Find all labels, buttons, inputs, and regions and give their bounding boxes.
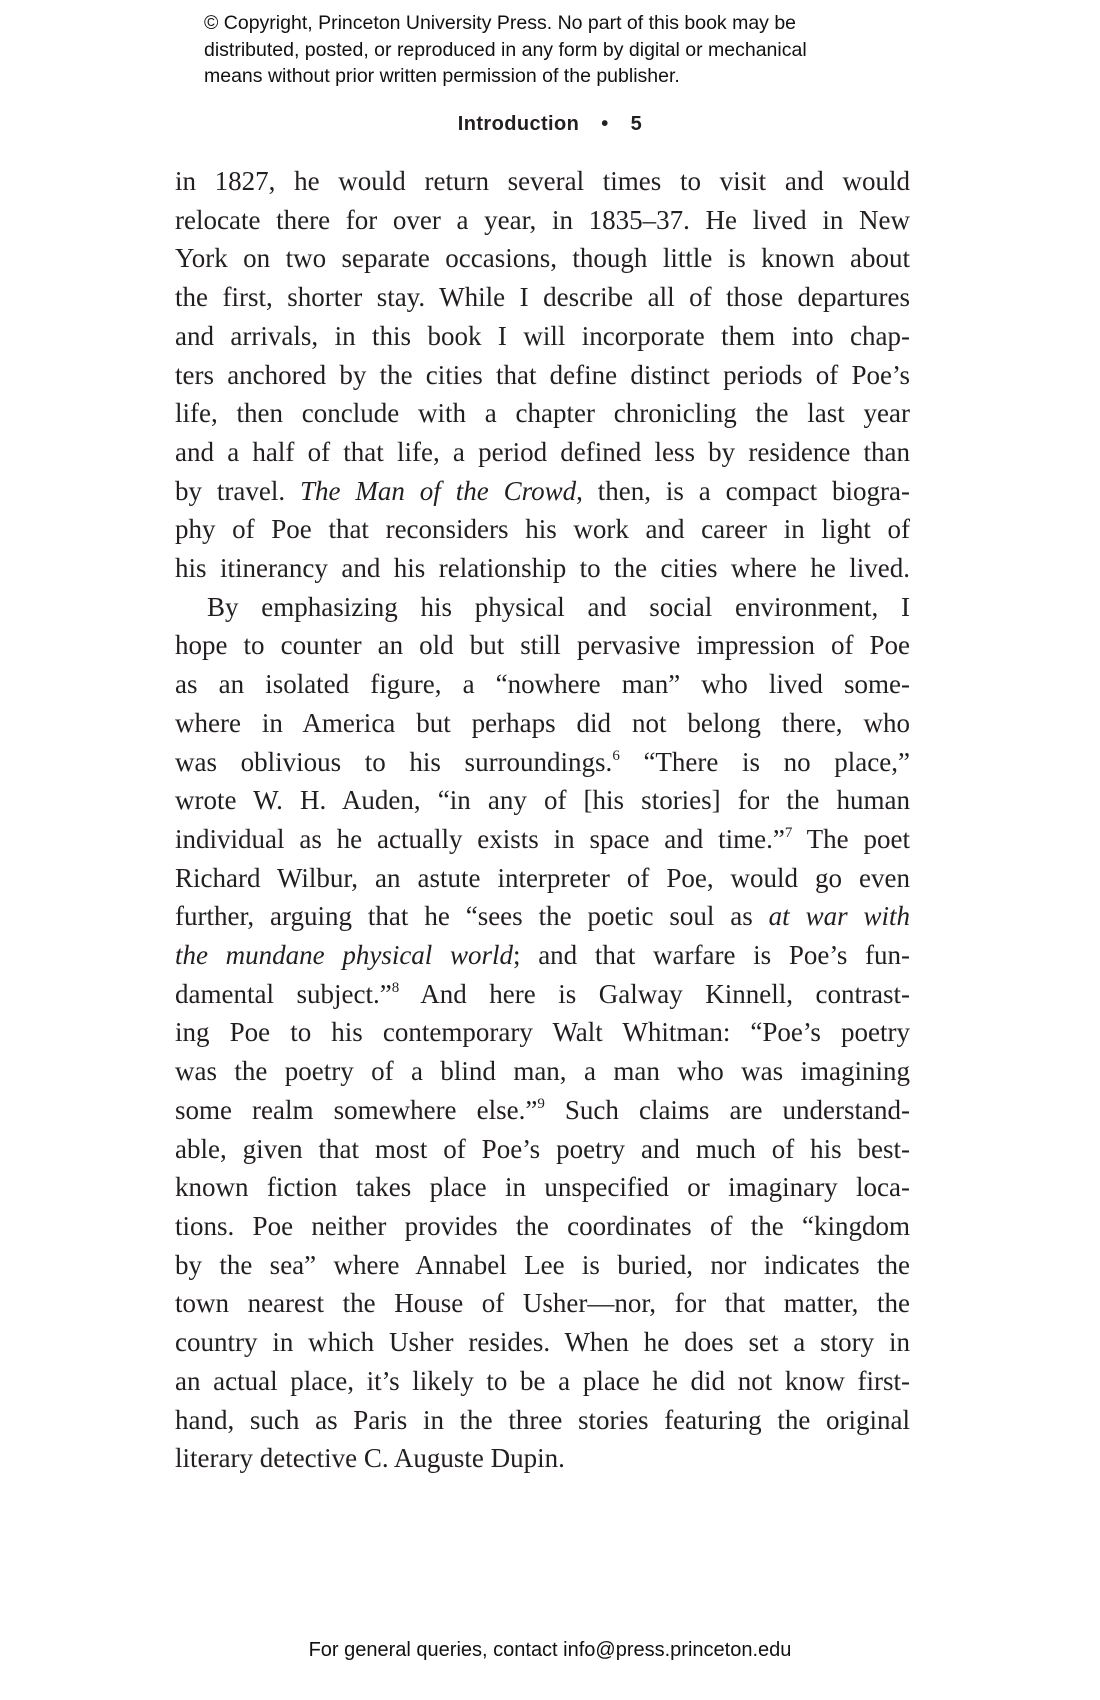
text-line: hope to counter an old but still pervasive impression of Poe	[175, 630, 910, 661]
text-line: an actual place, it’s likely to be a place he did not know first-	[175, 1365, 910, 1396]
text-line	[175, 936, 910, 975]
copyright-line: © Copyright, Princeton University Press. No part of this book may be	[204, 12, 797, 34]
text-line: phy of Poe that reconsiders his work and career in light of	[175, 514, 910, 545]
footnote-marker: 6	[612, 747, 620, 764]
text-line: By emphasizing his physical and social environment, I	[207, 591, 910, 622]
text-line: tions. Poe neither provides the coordinates of the “kingdom	[175, 1210, 910, 1241]
text-line: Richard Wilbur, an astute interpreter of Poe, would go even	[175, 862, 910, 893]
page-number: 5	[630, 113, 643, 135]
text-line: and arrivals, in this book I will incorporate them into chap-	[175, 320, 910, 351]
text-line: and a half of that life, a period defined less by residence than	[175, 436, 910, 467]
paragraph	[175, 162, 910, 588]
text-line: in 1827, he would return several times to visit and would	[175, 166, 910, 196]
text-line: where in America but perhaps did not belong there, who	[175, 707, 910, 738]
text-line	[175, 472, 910, 511]
text-line: as an isolated figure, a “nowhere man” who lived some-	[175, 669, 910, 700]
footnote-marker: 9	[537, 1095, 545, 1112]
text-line: hand, such as Paris in the three stories featuring the original	[175, 1404, 910, 1435]
paragraph	[175, 588, 910, 1478]
separator-bullet: •	[601, 113, 609, 135]
footnote-marker: 7	[784, 824, 793, 841]
text-run: some realm somewhere else.”	[175, 1094, 538, 1125]
text-line: was the poetry of a blind man, a man who was imagining	[175, 1056, 910, 1087]
text-line: town nearest the House of Usher—nor, for that matter, the	[175, 1288, 910, 1319]
text-line	[175, 743, 910, 782]
footnote-marker: 8	[391, 979, 400, 996]
text-line: by the sea” where Annabel Lee is buried, nor indicates the	[175, 1249, 910, 1280]
text-line: his itinerancy and his relationship to the cities where he lived.	[175, 553, 910, 584]
text-run: Such claims are understand-	[544, 1094, 910, 1125]
text-line	[175, 1091, 910, 1130]
text-line: country in which Usher resides. When he does set a story in	[175, 1327, 910, 1358]
text-line: relocate there for over a year, in 1835–37. He lived in New	[175, 204, 910, 235]
chapter-title: Introduction	[457, 113, 580, 135]
text-run: ; and that warfare is Poe’s fun-	[513, 940, 910, 971]
text-run: The poet	[792, 823, 910, 854]
italic-quote: at war with	[768, 901, 910, 932]
text-line: ing Poe to his contemporary Walt Whitman: “Poe’s poetry	[175, 1017, 910, 1048]
text-line: wrote W. H. Auden, “in any of [his stories] for the human	[175, 785, 910, 816]
book-title: The Man of the Crowd	[300, 475, 577, 506]
text-run: individual as he actually exists in space and time.”	[175, 823, 785, 854]
text-line: able, given that most of Poe’s poetry and much of his best-	[175, 1133, 910, 1164]
text-line	[175, 975, 910, 1014]
text-run: , then, is a compact biogra-	[576, 475, 910, 506]
text-line: the first, shorter stay. While I describe all of those departures	[175, 282, 910, 313]
copyright-notice	[204, 10, 924, 90]
running-head	[0, 111, 1100, 137]
copyright-line: means without prior written permission of the publisher.	[204, 65, 680, 87]
text-line: ters anchored by the cities that define distinct periods of Poe’s	[175, 359, 910, 390]
text-line	[175, 897, 910, 936]
text-line: literary detective C. Auguste Dupin.	[175, 1443, 565, 1474]
text-run: damental subject.”	[175, 978, 392, 1009]
text-run: And here is Galway Kinnell, contrast-	[399, 978, 911, 1009]
body-text	[175, 162, 910, 1478]
text-run: “There is no place,”	[619, 746, 910, 777]
text-line: York on two separate occasions, though little is known about	[175, 243, 910, 274]
text-run: by travel.	[175, 475, 286, 506]
text-run: was oblivious to his surroundings.	[175, 746, 613, 777]
copyright-line: distributed, posted, or reproduced in any form by digital or mechanical	[204, 38, 807, 61]
text-line	[175, 820, 910, 859]
footer-contact: For general queries, contact info@press.princeton.edu	[308, 1639, 792, 1661]
italic-quote: the mundane physical world	[175, 940, 514, 971]
text-line: life, then conclude with a chapter chronicling the last year	[175, 398, 910, 429]
text-line: known fiction takes place in unspecified or imaginary loca-	[175, 1172, 910, 1203]
text-run: further, arguing that he “sees the poetic soul as	[175, 901, 769, 932]
